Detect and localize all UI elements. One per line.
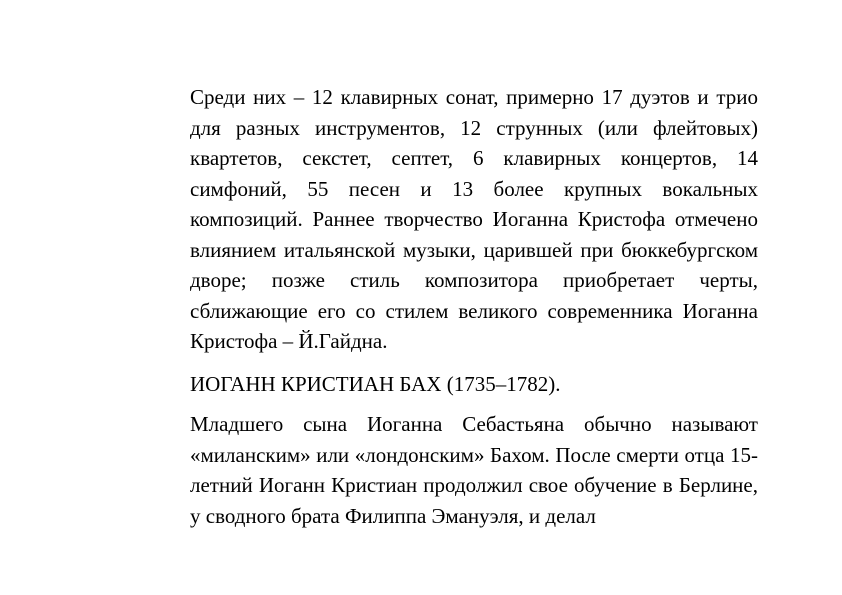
text-body (190, 82, 758, 531)
paragraph-johann-christian-bio: Младшего сына Иоганна Себастьяна обычно называют «миланским» или «лондонским» Бахом. После смерти отца 15-летний Иоганн Кристиан продолжил свое обучение в Берлине, у сводного брата Филиппа Эмануэля, и делал (190, 412, 758, 528)
paragraph-works-list: Среди них – 12 клавирных сонат, примерно 17 дуэтов и трио для разных инструментов, 12 струнных (или флейтовых) квартетов, секстет, септет, 6 клавирных концертов, 14 симфоний, 55 песен и 13 более крупных вокальных композиций. Раннее творчество Иоганна Кристофа отмечено влиянием итальянской музыки, царившей при бюккебургском дворе; позже стиль композитора приобретает черты, сближающие его со стилем великого современника Иоганна Кристофа – Й.Гайдна. (190, 85, 758, 353)
section-heading-johann-christian: ИОГАНН КРИСТИАН БАХ (1735–1782). (190, 371, 561, 396)
